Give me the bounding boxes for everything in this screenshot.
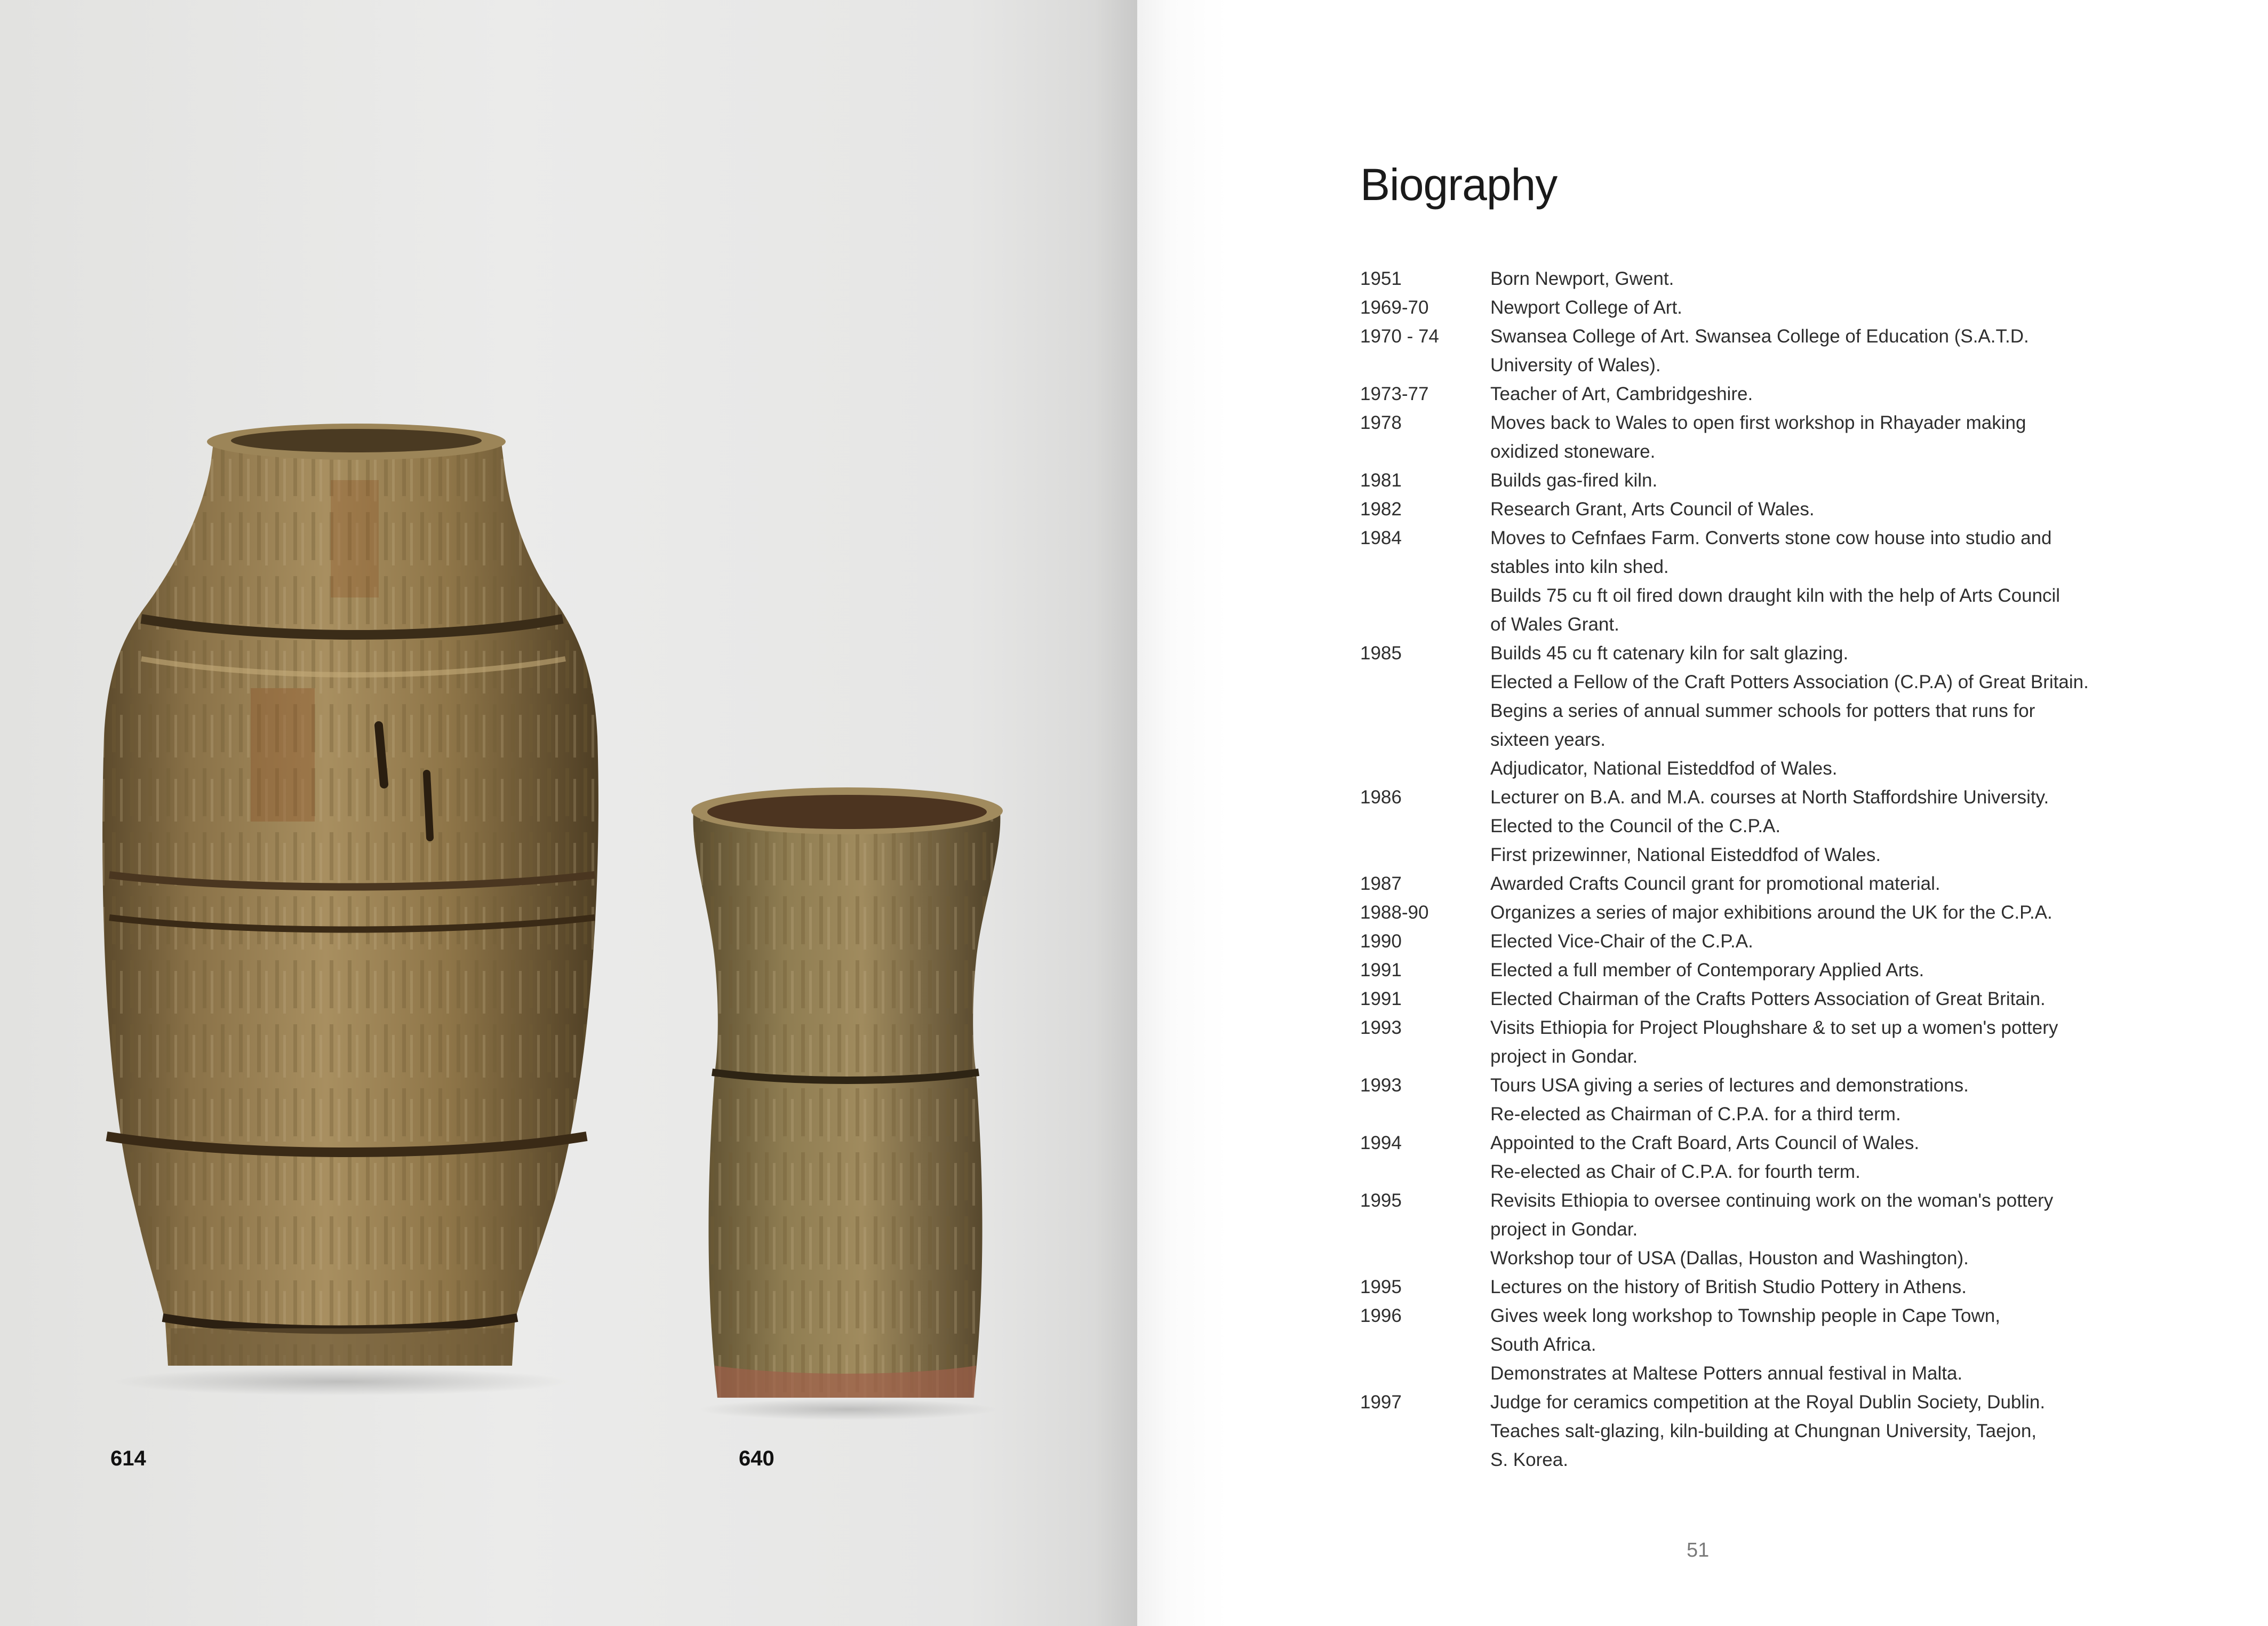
biography-entry [1360,1014,2192,1042]
biography-entry [1360,1446,2192,1474]
biography-entry [1360,783,2192,812]
entry-year: 1996 [1360,1305,1402,1326]
entry-text: of Wales Grant. [1490,614,1619,635]
biography-entry [1360,1417,2192,1446]
entry-text: Workshop tour of USA (Dallas, Houston and Washington). [1490,1248,1969,1269]
biography-entry [1360,956,2192,985]
page-title: Biography [1360,160,1558,210]
biography-entry [1360,380,2192,409]
entry-year: 1995 [1360,1277,1402,1297]
biography-entry [1360,524,2192,553]
biography-entry [1360,265,2192,293]
entry-text: Elected Chairman of the Crafts Potters Association of Great Britain. [1490,989,2046,1009]
entry-text: Appointed to the Craft Board, Arts Council of Wales. [1490,1133,1920,1153]
biography-entry [1360,726,2192,754]
entry-text: Tours USA giving a series of lectures and demonstrations. [1490,1075,1969,1096]
biography-entry [1360,841,2192,870]
entry-text: Gives week long workshop to Township people in Cape Town, [1490,1305,2000,1326]
entry-text: Judge for ceramics competition at the Royal Dublin Society, Dublin. [1490,1392,2046,1413]
entry-year [1360,1042,1490,1071]
biography-entry [1360,437,2192,466]
entry-text: Elected Vice-Chair of the C.P.A. [1490,931,1753,952]
entry-text: Revisits Ethiopia to oversee continuing work on the woman's pottery [1490,1190,2054,1211]
entry-year [1360,1100,1490,1129]
entry-year: 1969-70 [1360,297,1429,318]
entry-text: Moves back to Wales to open first workshop in Rhayader making [1490,412,2026,433]
entry-text: S. Korea. [1490,1449,1568,1470]
entry-year: 1985 [1360,643,1402,664]
biography-entry [1360,1388,2192,1417]
biography-entry [1360,754,2192,783]
entry-text: sixteen years. [1490,729,1606,750]
entry-text: Organizes a series of major exhibitions around the UK for the C.P.A. [1490,902,2053,923]
entry-year: 1982 [1360,499,1402,520]
entry-year: 1993 [1360,1017,1402,1038]
entry-year: 1991 [1360,989,1402,1009]
entry-year: 1986 [1360,787,1402,808]
entry-text: Adjudicator, National Eisteddfod of Wales. [1490,758,1838,779]
entry-text: Elected a Fellow of the Craft Potters Association (C.P.A) of Great Britain. [1490,672,2089,692]
entry-year [1360,1417,1490,1446]
biography-entry [1360,870,2192,898]
biography-list [1360,265,2192,1474]
entry-text: Born Newport, Gwent. [1490,268,1674,289]
entry-text: Builds gas-fired kiln. [1490,470,1658,491]
entry-text: Begins a series of annual summer schools for potters that runs for [1490,700,2035,721]
entry-text: University of Wales). [1490,355,1661,376]
biography-entry [1360,1244,2192,1273]
entry-year: 1988-90 [1360,902,1429,923]
entry-year: 1991 [1360,960,1402,981]
entry-year [1360,812,1490,841]
entry-text: First prizewinner, National Eisteddfod of Wales. [1490,844,1881,865]
entry-year: 1984 [1360,528,1402,548]
entry-text: Elected a full member of Contemporary Applied Arts. [1490,960,1924,981]
biography-entry [1360,553,2192,581]
entry-text: Moves to Cefnfaes Farm. Converts stone cow house into studio and [1490,528,2052,548]
entry-year: 1951 [1360,268,1402,289]
biography-entry [1360,1042,2192,1071]
entry-year: 1973-77 [1360,384,1429,404]
entry-year [1360,1330,1490,1359]
caption-640: 640 [739,1447,774,1470]
biography-entry [1360,293,2192,322]
biography-entry [1360,668,2192,697]
entry-year [1360,1446,1490,1474]
biography-entry [1360,1186,2192,1215]
biography-entry [1360,1100,2192,1129]
entry-year [1360,1359,1490,1388]
entry-year: 1987 [1360,873,1402,894]
biography-entry [1360,466,2192,495]
biography-entry [1360,1158,2192,1186]
gutter-shadow [1093,0,1137,1626]
entry-text: Builds 75 cu ft oil fired down draught kiln with the help of Arts Council [1490,585,2061,606]
biography-entry [1360,1330,2192,1359]
biography-entry [1360,1273,2192,1302]
entry-year [1360,1215,1490,1244]
biography-entry [1360,1129,2192,1158]
biography-entry [1360,1302,2192,1330]
entry-text: Elected to the Council of the C.P.A. [1490,816,1781,836]
biography-entry [1360,639,2192,668]
entry-text: Research Grant, Arts Council of Wales. [1490,499,1815,520]
entry-text: project in Gondar. [1490,1046,1638,1067]
entry-year [1360,553,1490,581]
biography-entry [1360,322,2192,351]
entry-year [1360,841,1490,870]
entry-text: Teaches salt-glazing, kiln-building at Chungnan University, Taejon, [1490,1421,2037,1441]
entry-text: Re-elected as Chair of C.P.A. for fourth term. [1490,1161,1860,1182]
entry-year: 1993 [1360,1075,1402,1096]
biography-entry [1360,1215,2192,1244]
biography-entry [1360,697,2192,726]
biography-entry [1360,409,2192,437]
entry-year: 1994 [1360,1133,1402,1153]
entry-text: project in Gondar. [1490,1219,1638,1240]
biography-entry [1360,1071,2192,1100]
biography-entry [1360,812,2192,841]
biography-entry [1360,610,2192,639]
entry-text: Awarded Crafts Council grant for promotional material. [1490,873,1940,894]
entry-year: 1995 [1360,1190,1402,1211]
entry-text: Lectures on the history of British Studio Pottery in Athens. [1490,1277,1967,1297]
entry-year: 1981 [1360,470,1402,491]
entry-text: Lecturer on B.A. and M.A. courses at North Staffordshire University. [1490,787,2049,808]
biography-entry [1360,927,2192,956]
vase-614 [102,424,598,1366]
entry-year [1360,726,1490,754]
entry-year [1360,697,1490,726]
entry-text: Swansea College of Art. Swansea College of Education (S.A.T.D. [1490,326,2029,347]
entry-text: Visits Ethiopia for Project Ploughshare & to set up a women's pottery [1490,1017,2058,1038]
vase-640 [691,787,1003,1398]
entry-year: 1990 [1360,931,1402,952]
entry-text: Demonstrates at Maltese Potters annual festival in Malta. [1490,1363,1963,1384]
entry-year [1360,581,1490,610]
biography-entry [1360,495,2192,524]
entry-text: oxidized stoneware. [1490,441,1656,462]
entry-year [1360,1244,1490,1273]
biography-entry [1360,985,2192,1014]
entry-year: 1970 - 74 [1360,326,1439,347]
entry-year [1360,668,1490,697]
entry-text: stables into kiln shed. [1490,556,1669,577]
entry-year [1360,754,1490,783]
biography-entry [1360,351,2192,380]
entry-year: 1978 [1360,412,1402,433]
page-number: 51 [1687,1539,1710,1561]
entry-year [1360,351,1490,380]
entry-text: South Africa. [1490,1334,1596,1355]
entry-year: 1997 [1360,1392,1402,1413]
entry-text: Builds 45 cu ft catenary kiln for salt glazing. [1490,643,1849,664]
biography-page [1137,0,2268,1626]
biography-entry [1360,1359,2192,1388]
biography-entry [1360,581,2192,610]
biography-entry [1360,898,2192,927]
entry-year [1360,1158,1490,1186]
entry-text: Teacher of Art, Cambridgeshire. [1490,384,1753,404]
entry-text: Newport College of Art. [1490,297,1682,318]
entry-year [1360,610,1490,639]
entry-text: Re-elected as Chairman of C.P.A. for a third term. [1490,1104,1901,1125]
entry-year [1360,437,1490,466]
caption-614: 614 [110,1447,146,1470]
